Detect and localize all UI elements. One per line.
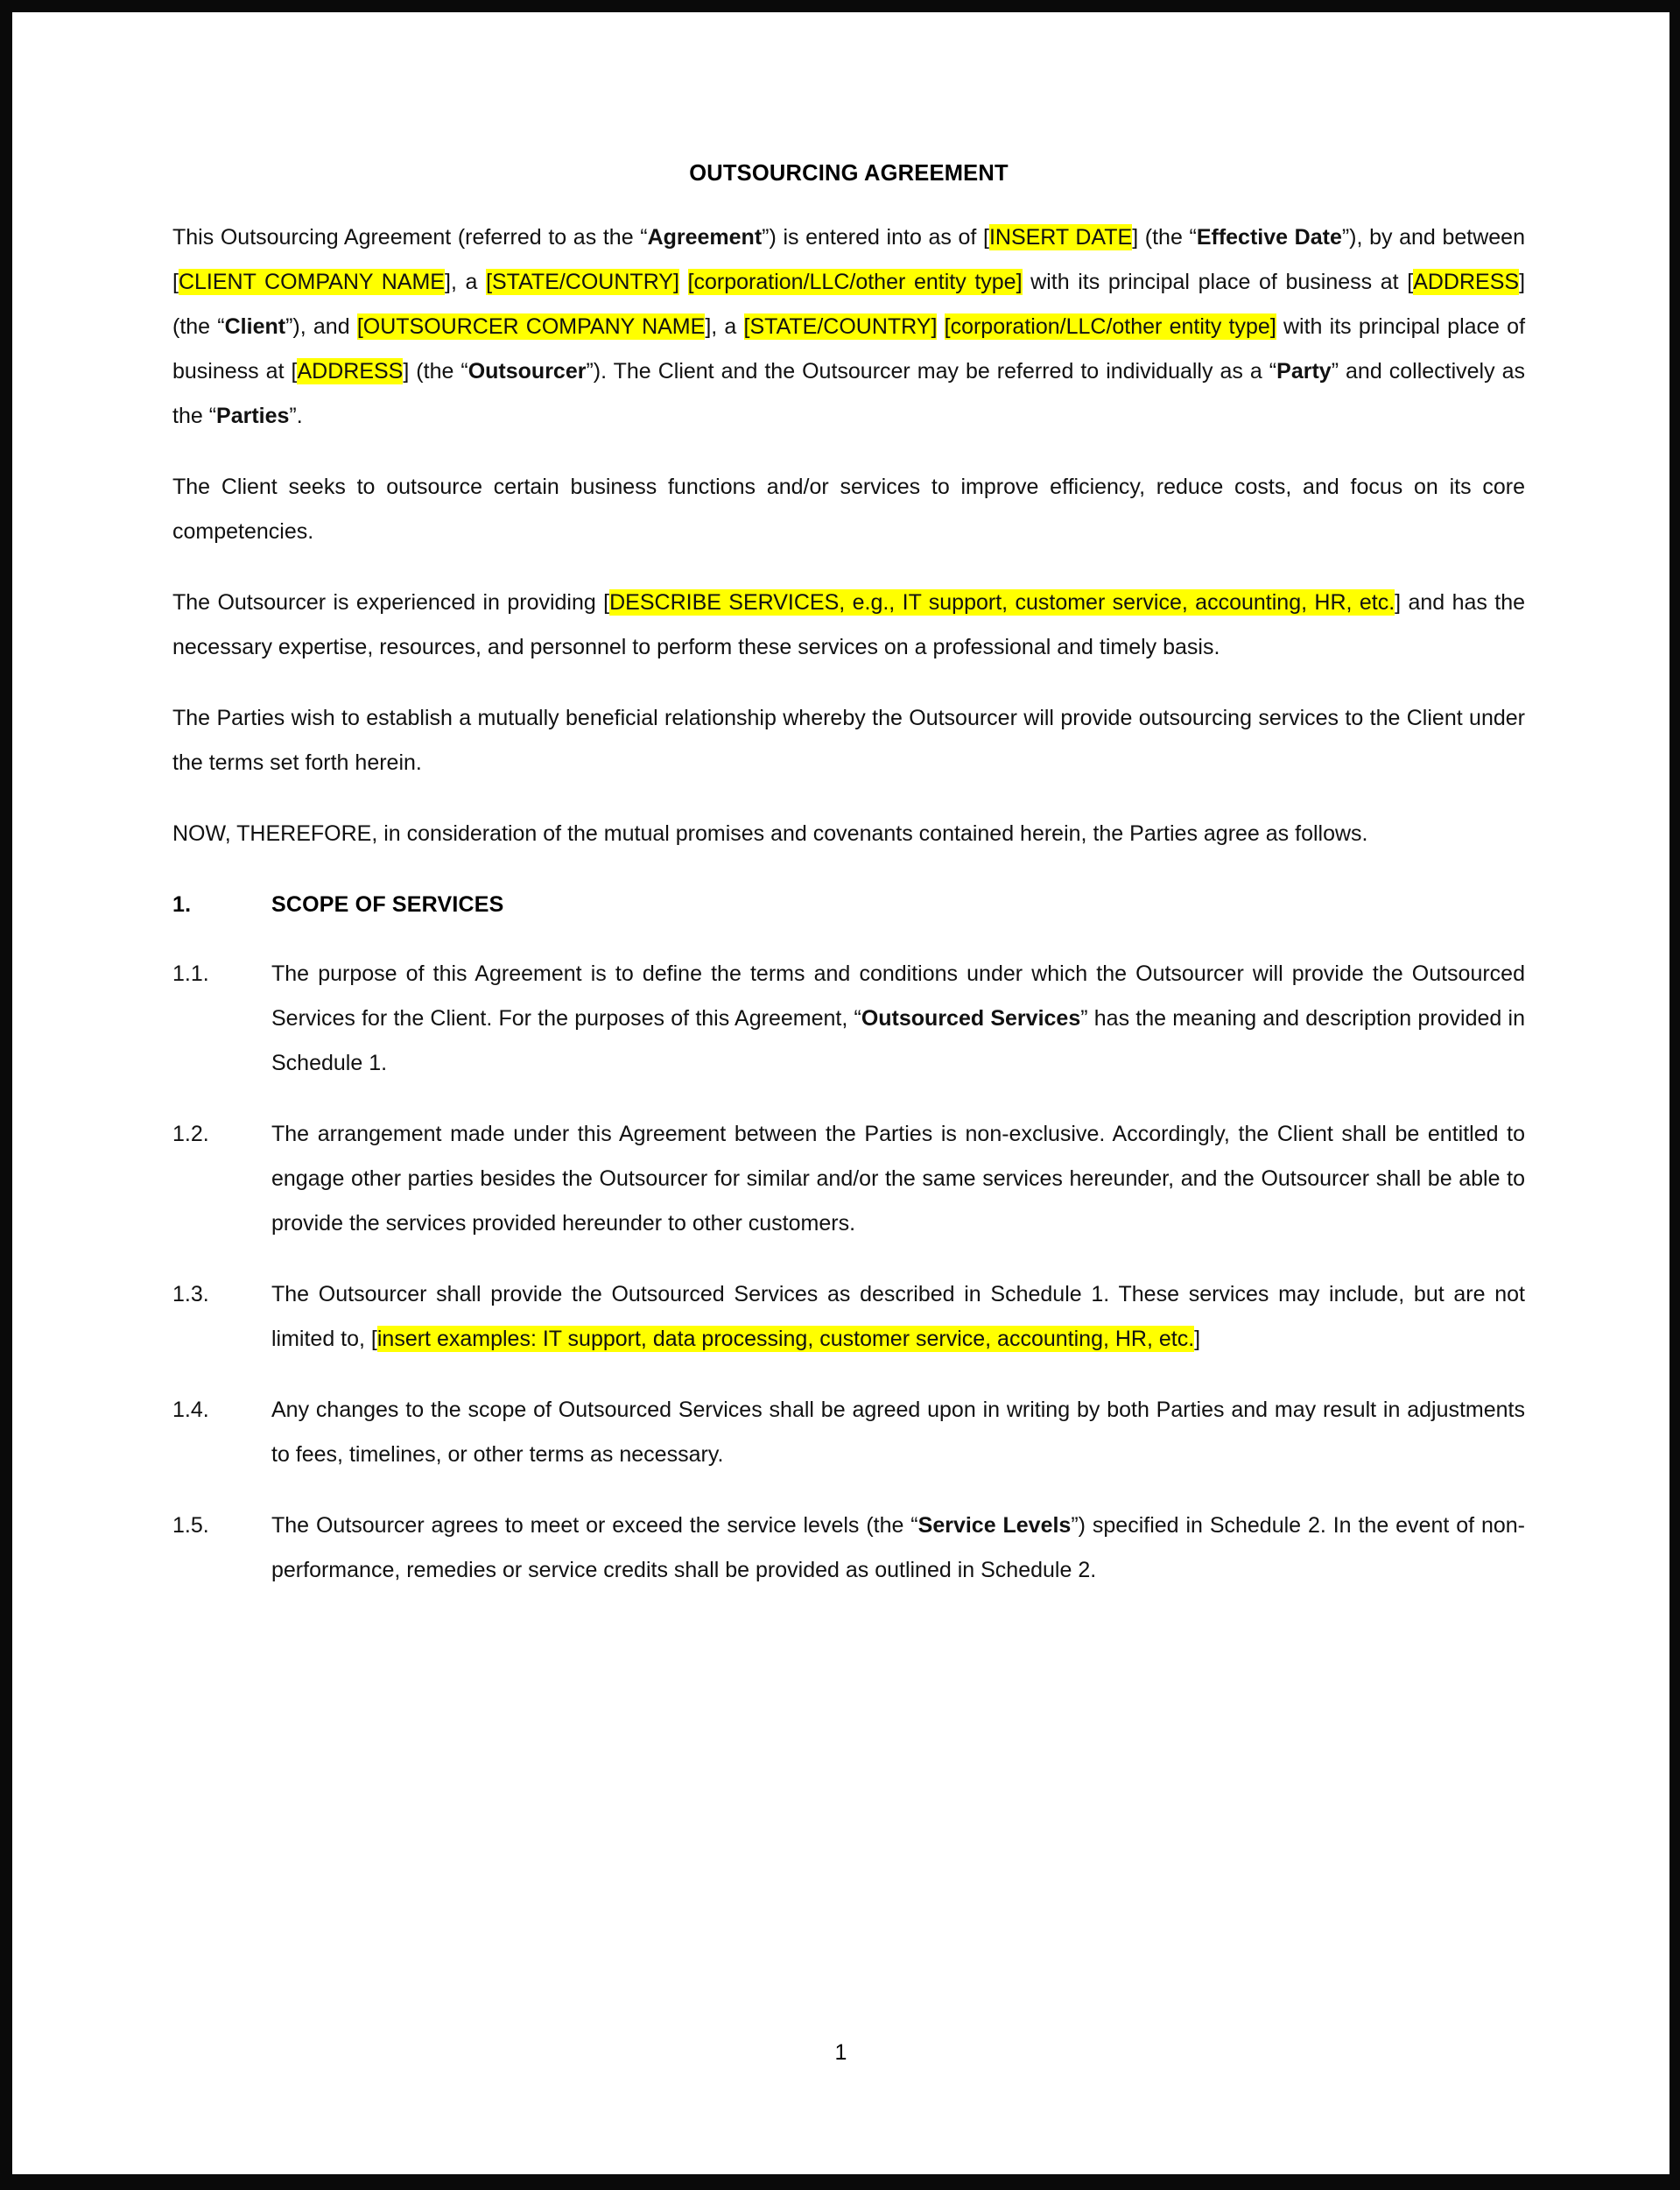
placeholder-outsourcer-address: ADDRESS: [297, 359, 404, 384]
defined-term-outsourced-services: Outsourced Services: [861, 1006, 1081, 1031]
section-title: SCOPE OF SERVICES: [271, 892, 504, 917]
text-run: ] (the “: [403, 359, 468, 384]
defined-term-client: Client: [224, 314, 286, 339]
text-run: [679, 270, 688, 294]
placeholder-client-entity-type: [corporation/LLC/other entity type]: [687, 270, 1023, 294]
text-run: ”) specified in Schedule 2. In the event of non-performance, remedies or service credits shall be provided as outlined in Schedule 2.: [271, 1513, 1525, 1582]
clause-text: [271, 952, 1525, 1086]
text-run: ”), by and between [: [172, 225, 1525, 294]
placeholder-outsourcer-company-name: [OUTSOURCER COMPANY NAME: [356, 314, 706, 339]
clause-1-4: [172, 1388, 1525, 1477]
clause-number: 1.2.: [172, 1122, 209, 1146]
placeholder-client-state-country: [STATE/COUNTRY]: [486, 270, 679, 294]
defined-term-parties: Parties: [216, 404, 290, 428]
preamble-paragraph-now-therefore: NOW, THEREFORE, in consideration of the mutual promises and covenants contained herein, the Parties agree as follows.: [172, 821, 1368, 846]
placeholder-client-company-name: CLIENT COMPANY NAME: [178, 270, 445, 294]
clause-1-5: [172, 1503, 1525, 1593]
document-title: OUTSOURCING AGREEMENT: [689, 161, 1009, 186]
clause-1-1: [172, 952, 1525, 1086]
clause-text: The arrangement made under this Agreement between the Parties is non-exclusive. Accordingly, the Client shall be entitled to engage other parties besides the Outsourcer for similar and/or the same services hereunder, and the Outsourcer shall be able to provide the services provided hereunder to other customers.: [271, 1122, 1525, 1236]
clause-number: 1.1.: [172, 961, 209, 986]
text-run: ], a: [705, 314, 744, 339]
text-run: with its principal place of business at [: [1022, 270, 1414, 294]
preamble-paragraph-mutual-benefit: The Parties wish to establish a mutually beneficial relationship whereby the Outsourcer will provide outsourcing services to the Client under the terms set forth herein.: [172, 706, 1525, 775]
defined-term-service-levels: Service Levels: [917, 1513, 1072, 1538]
defined-term-party: Party: [1276, 359, 1332, 384]
placeholder-insert-examples: insert examples: IT support, data processing, customer service, accounting, HR, etc.: [376, 1327, 1195, 1351]
text-run: The Outsourcer is experienced in providing [: [172, 590, 610, 615]
clause-number: 1.3.: [172, 1282, 209, 1306]
placeholder-client-address: ADDRESS: [1413, 270, 1520, 294]
section-heading-scope-of-services: [172, 883, 1525, 927]
clause-1-2: [172, 1112, 1525, 1246]
text-run: ”) is entered into as of [: [762, 225, 989, 250]
text-run: with its principal place of business at [: [172, 314, 1526, 384]
page-number-footer: 1: [834, 2040, 847, 2065]
text-run: This Outsourcing Agreement (referred to as the “: [172, 225, 648, 250]
text-run: The purpose of this Agreement is to define the terms and conditions under which the Outsourcer will provide the Outsourced Services for the Client. For the purposes of this Agreement, “: [271, 961, 1525, 1031]
text-run: ] (the “: [1132, 225, 1197, 250]
defined-term-effective-date: Effective Date: [1196, 225, 1342, 250]
defined-term-agreement: Agreement: [647, 225, 763, 250]
text-run: ” has the meaning and description provided in Schedule 1.: [271, 1006, 1525, 1075]
text-run: ] (the “: [172, 270, 1526, 339]
text-run: ]: [1194, 1327, 1201, 1351]
preamble-paragraph-client-seeks: The Client seeks to outsource certain business functions and/or services to improve efficiency, reduce costs, and focus on its core competencies.: [172, 475, 1525, 544]
clause-number: 1.5.: [172, 1513, 209, 1538]
clause-text: Any changes to the scope of Outsourced Services shall be agreed upon in writing by both Parties and may result in adjustments to fees, timelines, or other terms as necessary.: [271, 1398, 1525, 1467]
text-run: ” and collectively as the “: [172, 359, 1526, 428]
placeholder-insert-date: INSERT DATE: [988, 225, 1133, 250]
section-number: 1.: [172, 892, 192, 917]
document-body: [172, 161, 1525, 1619]
placeholder-outsourcer-entity-type: [corporation/LLC/other entity type]: [944, 314, 1276, 339]
preamble-paragraph-outsourcer-experience: [172, 581, 1525, 670]
text-run: ”), and: [285, 314, 357, 339]
text-run: The Outsourcer shall provide the Outsourced Services as described in Schedule 1. These services may include, but are not limited to, [: [271, 1282, 1525, 1351]
text-run: The Outsourcer agrees to meet or exceed the service levels (the “: [271, 1513, 918, 1538]
document-page: [12, 12, 1669, 2174]
clause-number: 1.4.: [172, 1398, 209, 1422]
text-run: ] and has the necessary expertise, resources, and personnel to perform these services on a professional and timely basis.: [172, 590, 1526, 659]
preamble-paragraph-parties: [172, 215, 1525, 439]
text-run: ”). The Client and the Outsourcer may be referred to individually as a “: [586, 359, 1277, 384]
placeholder-describe-services: DESCRIBE SERVICES, e.g., IT support, customer service, accounting, HR, etc.: [609, 590, 1395, 615]
text-run: [937, 314, 944, 339]
text-run: ], a: [445, 270, 487, 294]
placeholder-outsourcer-state-country: [STATE/COUNTRY]: [743, 314, 938, 339]
clause-1-3: [172, 1272, 1525, 1362]
clause-text: [271, 1503, 1525, 1593]
defined-term-outsourcer: Outsourcer: [467, 359, 587, 384]
clause-text: [271, 1272, 1525, 1362]
text-run: ”.: [289, 404, 303, 428]
